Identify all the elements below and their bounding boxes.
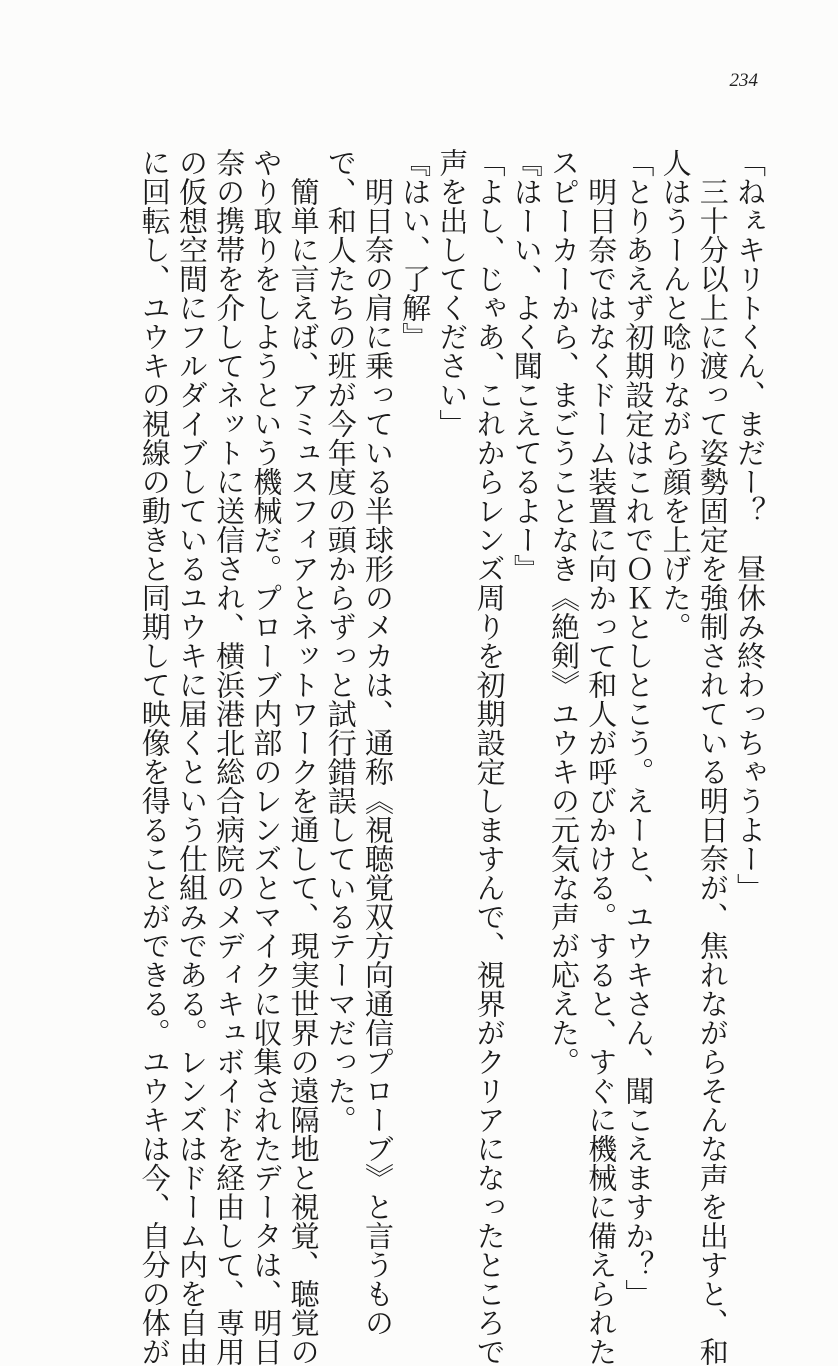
text-line: やり取りをしようという機械だ。プローブ内部のレンズとマイクに収集されたデータは、明日 xyxy=(249,148,284,1366)
text-line: 声を出してください」 xyxy=(435,148,470,438)
page-number: 234 xyxy=(729,70,758,91)
text-line: 『はい、了解』 xyxy=(398,148,433,351)
text-line: 人はうーんと唸りながら顔を上げた。 xyxy=(658,148,693,641)
text-line: 明日奈の肩に乗っている半球形のメカは、通称《視聴覚双方向通信プローブ》と言うもの xyxy=(360,148,395,1337)
text-line: に回転し、ユウキの視線の動きと同期して映像を得ることができる。ユウキは今、自分の体が xyxy=(137,148,172,1366)
text-line: 「よし、じゃあ、これからレンズ周りを初期設定しますんで、視界がクリアになったところで xyxy=(472,148,507,1366)
text-line: の仮想空間にフルダイブしているユウキに届くという仕組みである。レンズはドーム内を自由 xyxy=(174,148,209,1366)
text-line: 三十分以上に渡って姿勢固定を強制されている明日奈が、焦れながらそんな声を出すと、和 xyxy=(695,148,730,1366)
text-line: 明日奈ではなくドーム装置に向かって和人が呼びかける。すると、すぐに機械に備えられた xyxy=(584,148,619,1366)
text-line: 『はーい、よく聞こえてるよー』 xyxy=(509,148,544,583)
text-line: で、和人たちの班が今年度の頭からずっと試行錯誤しているテーマだった。 xyxy=(323,148,358,1134)
text-line: 簡単に言えば、アミュスフィアとネットワークを通して、現実世界の遠隔地と視覚、聴覚の xyxy=(286,148,321,1366)
text-line: 「とりあえず初期設定はこれでＯＫとしとこう。えーと、ユウキさん、聞こえますか？」 xyxy=(621,148,656,1308)
text-line: スピーカーから、まごうことなき《絶剣》ユウキの元気な声が応えた。 xyxy=(546,148,581,1076)
body-text xyxy=(136,148,768,1366)
text-line: 奈の携帯を介してネットに送信され、横浜港北総合病院のメディキュボイドを経由して、専用 xyxy=(212,148,247,1366)
text-line: 「ねぇキリトくん、まだー？ 昼休み終わっちゃうよー」 xyxy=(733,148,767,902)
